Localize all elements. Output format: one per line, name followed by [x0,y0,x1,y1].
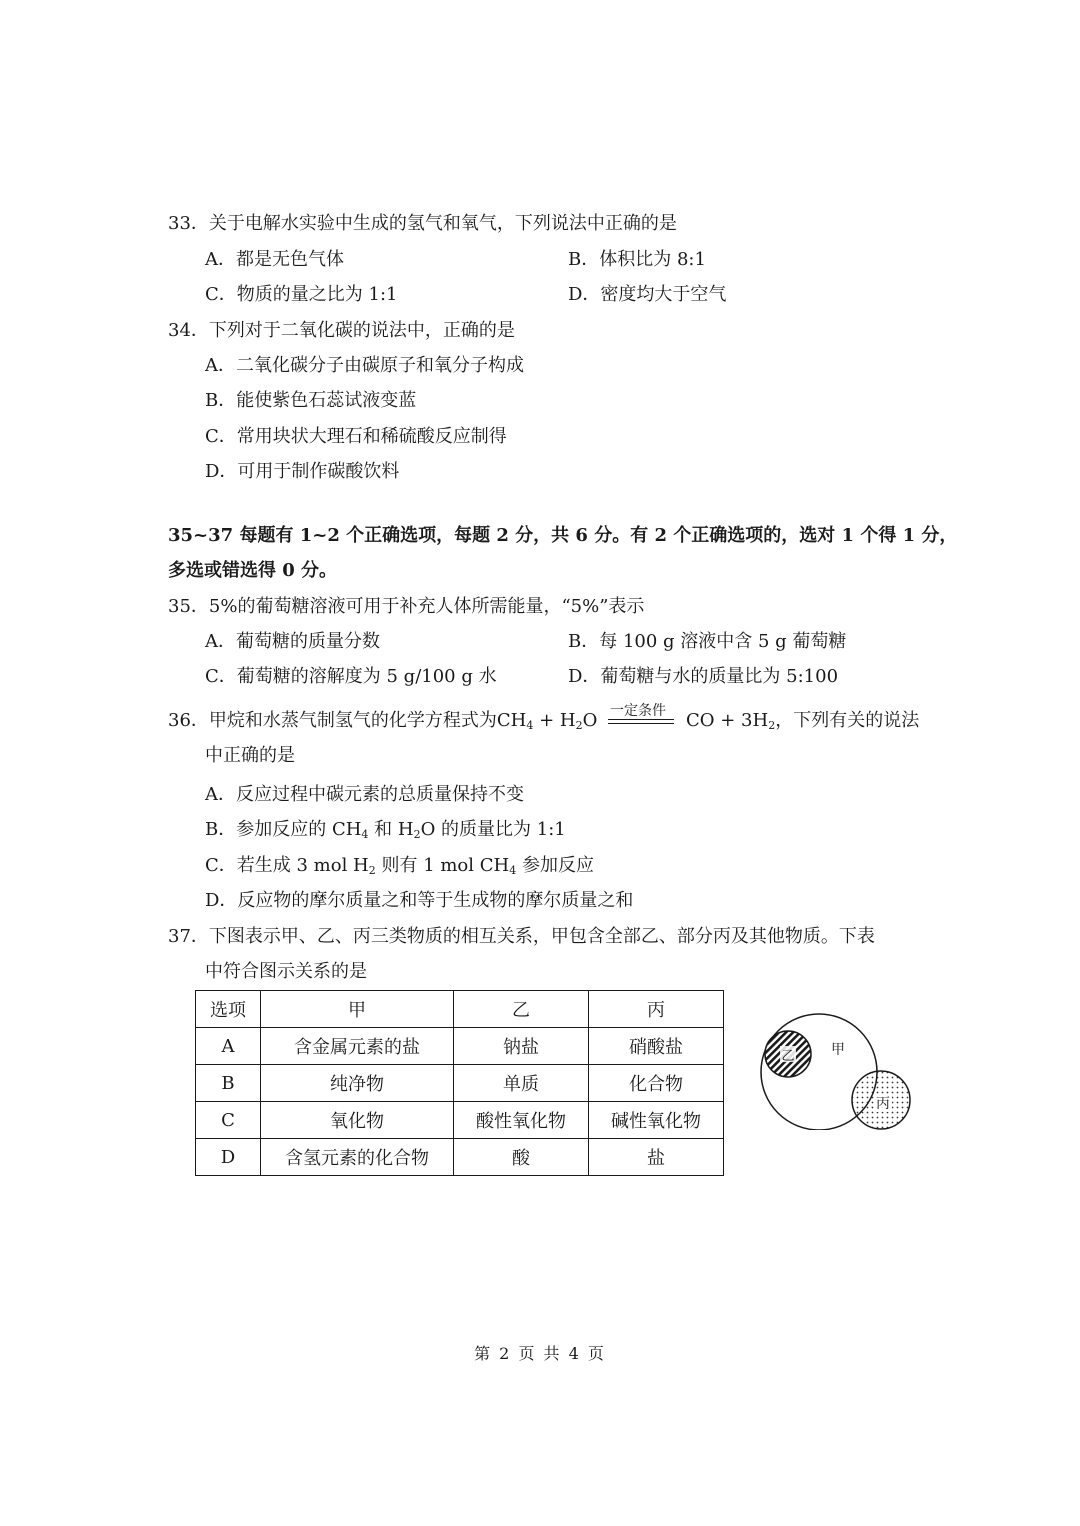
table-cell: D [196,1139,261,1176]
q33-option-d: D．密度均大于空气 [568,284,727,305]
q36-product-1: CO + 3H [686,710,769,731]
q36-c-sub2: 4 [509,864,517,877]
q33-option-b: B．体积比为 8:1 [568,249,706,270]
q35-option-d: D．葡萄糖与水的质量比为 5:100 [568,666,839,687]
table-row [196,1065,724,1102]
table-row [196,1102,724,1139]
q36-b-sub2: 2 [413,828,421,841]
q33-option-c: C．物质的量之比为 1:1 [205,284,398,305]
table-header-cell: 甲 [261,991,454,1028]
label-bing: 丙 [876,1096,890,1112]
label-jia: 甲 [831,1042,845,1058]
q36-option-a: A．反应过程中碳元素的总质量保持不变 [205,784,524,805]
q34-option-a: A．二氧化碳分子由碳原子和氧分子构成 [205,355,524,376]
q36-reactant-2-tail: O [582,710,598,731]
q36-option-c [205,857,594,876]
q36-stem-a: 36．甲烷和水蒸气制氢气的化学方程式为 [168,710,497,731]
reaction-condition: 一定条件 [610,703,666,719]
q36-stem-line2: 中正确的是 [205,745,295,766]
q36-stem-left [168,712,597,731]
label-yi: 乙 [781,1049,795,1064]
table-cell: 纯净物 [261,1065,454,1102]
table-row [196,1139,724,1176]
q36-product-2-sub: 2 [768,719,776,732]
q36-b-pre: B．参加反应的 CH [205,819,362,840]
q36-b-mid: 和 H [368,819,414,840]
q36-reactant-1-sub: 4 [526,719,534,732]
table-cell: 钠盐 [454,1028,589,1065]
q36-c-post: 参加反应 [516,855,594,876]
q36-stem-right [686,712,919,731]
q33-stem: 33．关于电解水实验中生成的氢气和氧气，下列说法中正确的是 [168,213,677,234]
table-cell: 硝酸盐 [589,1028,724,1065]
section-instruction-line2: 多选或错选得 0 分。 [168,560,338,581]
table-cell: 酸性氧化物 [454,1102,589,1139]
table-row [196,1028,724,1065]
table-cell: 含氢元素的化合物 [261,1139,454,1176]
q36-plus-1: + H [533,710,576,731]
q35-stem: 35．5%的葡萄糖溶液可用于补充人体所需能量，“5%”表示 [168,596,645,617]
q34-option-d: D．可用于制作碳酸饮料 [205,461,400,482]
table-cell: 酸 [454,1139,589,1176]
q37-stem-line1: 37．下图表示甲、乙、丙三类物质的相互关系，甲包含全部乙、部分丙及其他物质。下表 [168,926,875,947]
table-cell: 含金属元素的盐 [261,1028,454,1065]
reaction-arrow-equal-sign [606,700,676,724]
q33-option-a: A．都是无色气体 [205,249,344,270]
table-header-cell: 选项 [196,991,261,1028]
q36-b-post: O 的质量比为 1:1 [420,819,566,840]
q34-stem: 34．下列对于二氧化碳的说法中，正确的是 [168,320,515,341]
table-cell: 碱性氧化物 [589,1102,724,1139]
q36-c-mid: 则有 1 mol CH [375,855,510,876]
page-footer: 第 2 页 共 4 页 [474,1344,606,1363]
q36-b-sub1: 4 [361,828,369,841]
q36-c-pre: C．若生成 3 mol H [205,855,369,876]
table-cell: 化合物 [589,1065,724,1102]
table-cell: B [196,1065,261,1102]
q37-stem-line2: 中符合图示关系的是 [205,961,367,982]
table-cell: 氧化物 [261,1102,454,1139]
table-header-row [196,991,724,1028]
q36-option-b [205,821,566,840]
table-cell: 单质 [454,1065,589,1102]
q36-c-sub1: 2 [368,864,376,877]
table-cell: 盐 [589,1139,724,1176]
q34-option-c: C．常用块状大理石和稀硫酸反应制得 [205,426,507,447]
equal-line-bottom [608,723,674,724]
q37-options-table [195,990,724,1176]
table-cell: C [196,1102,261,1139]
table-cell: A [196,1028,261,1065]
q36-reactant-2-sub: 2 [575,719,583,732]
q34-option-b: B．能使紫色石蕊试液变蓝 [205,390,417,411]
q36-stem-b: ，下列有关的说法 [775,710,920,731]
q35-option-c: C．葡萄糖的溶解度为 5 g/100 g 水 [205,666,497,687]
equal-line-top [608,719,674,720]
q36-option-d: D．反应物的摩尔质量之和等于生成物的摩尔质量之和 [205,890,634,911]
q35-option-b: B．每 100 g 溶液中含 5 g 葡萄糖 [568,631,847,652]
q36-reactant-1: CH [496,710,527,731]
venn-diagram [750,1010,930,1130]
q35-option-a: A．葡萄糖的质量分数 [205,631,380,652]
section-instruction-line1: 35~37 每题有 1~2 个正确选项，每题 2 分，共 6 分。有 2 个正确选项的，选对 1 个得 1 分， [168,525,958,546]
table-header-cell: 丙 [589,991,724,1028]
table-header-cell: 乙 [454,991,589,1028]
